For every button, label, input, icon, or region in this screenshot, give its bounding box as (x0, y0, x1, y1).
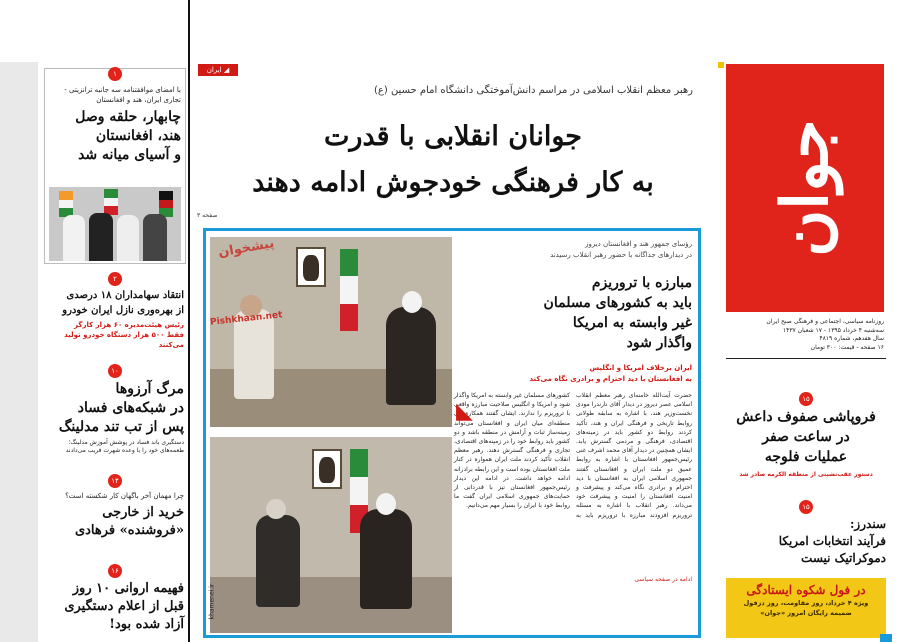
flag-icon (340, 249, 358, 331)
page-badge: ۱۵ (799, 392, 813, 406)
story-kicker: چرا مهمان آخر باگهان کار شکسته است؟ (65, 492, 184, 500)
page-badge: ۱۵ (799, 500, 813, 514)
section-tag[interactable]: ایران ◢ (198, 64, 238, 76)
logo-text: جوان (768, 119, 843, 257)
featured-story-box (203, 228, 701, 638)
photo-meeting-afghanistan (210, 437, 452, 633)
center-column (193, 0, 715, 642)
story-headline: چابهار، حلقه وصل هند، افغانستان و آسیای میانه شد (75, 109, 181, 163)
page-badge: ۱۰ (108, 364, 122, 378)
section-tag-label: ایران (206, 66, 222, 74)
continue-link[interactable]: ادامه در صفحه سیاسی (634, 576, 692, 583)
left-column (0, 0, 190, 642)
promo-headline: در فول شکوه ایستادگی (746, 583, 866, 597)
story-subhead: رئیس هیئت‌مدیره ۶۰ هزار کارگر فقط ۵۰۰ هزار دستگاه خودرو تولید می‌کنند (64, 321, 184, 349)
featured-subhead: ایران برخلاف امریکا و انگلیس به افغانستان با دید احترام و برادری نگاه می‌کند (529, 364, 692, 383)
featured-headline[interactable]: مبارزه با تروریزم باید به کشورهای مسلمان غیر وابسته به امریکا واگذار شود (543, 275, 692, 351)
flag-icon (59, 191, 73, 217)
right-story-sanders[interactable] (726, 494, 886, 567)
right-column (716, 0, 900, 642)
featured-kicker: رؤسای جمهور هند و افغانستان دیروز در دیدارهای جداگانه با حضور رهبر انقلاب رسیدند (550, 240, 692, 259)
left-story-modeling[interactable] (44, 356, 186, 462)
right-story-fallujah[interactable] (726, 392, 886, 479)
story-headline: فرآیند انتخابات امریکا دموکراتیک نیست (778, 534, 886, 565)
page-reference[interactable]: صفحه ۳ (197, 212, 218, 219)
promo-subline: ویژه ۴ خرداد، روز مقاومت، روز دزفول ضمیمه رایگان امروز «جوان» (743, 599, 869, 617)
main-kicker: رهبر معظم انقلاب اسلامی در مراسم دانش‌آموختگی دانشگاه امام حسین (ع) (374, 85, 693, 96)
story-subhead: دستور عقب‌نشینی از منطقه الکرمه صادر شد (739, 471, 873, 478)
promo-supplement[interactable] (726, 578, 886, 638)
masthead-info: روزنامه سیاسی، اجتماعی و فرهنگی صبح ایران سه‌شنبه ۴ خرداد ۱۳۹۵ - ۱۷ شعبان ۱۴۳۷ سال هفدهم، شماره ۴۸۱۹ ۱۶ صفحه - قیمت: ۳۰۰ تومان (766, 318, 884, 351)
story-headline: فهیمه اروانی ۱۰ روز قبل از اعلام دستگیری آزاد شده بود! (64, 581, 184, 632)
watermark-url[interactable]: Pishkhaan.net (209, 310, 283, 328)
left-story-arvani[interactable] (44, 556, 186, 642)
flag-icon (104, 189, 118, 215)
page-badge: ۱۶ (108, 564, 122, 578)
story-headline: مرگ آرزوها در شبکه‌های فساد پس از تب تند مدلینگ (58, 381, 184, 435)
page-badge: ۱ (108, 67, 122, 81)
main-headline[interactable]: جوانان انقلابی با قدرت به کار فرهنگی خودجوش ادامه دهند (252, 121, 654, 198)
story-kicker: با امضای موافقتنامه سه جانبه ترانزیتی - تجاری ایران، هند و افغانستان (64, 86, 181, 104)
page-badge: ۲ (108, 272, 122, 286)
portrait-frame (312, 449, 342, 489)
left-story-chabahar[interactable] (44, 68, 186, 264)
featured-body: حضرت آیت‌الله خامنه‌ای رهبر معظم انقلاب اسلامی عصر دیروز در دیدار آقای نارندرا مودی نخست‌وزیر هند، با اشاره به سابقه طولانی روابط تاریخی و فرهنگی ایران و هند، تأکید کردند روابط دو کشور باید در زمینه‌های اقتصادی، فرهنگی و مردمی گسترش یابد. ایشان همچنین در دیدار آقای محمد اشرف غنی رئیس‌جمهور افغانستان با اشاره به روابط عمیق دو ملت ایران و افغانستان گفتند جمهوری اسلامی ایران به افغانستان با دید احترام و برادری نگاه می‌کند و پیشرفت و امنیت افغانستان را امنیت و پیشرفت خود می‌داند. رهبر انقلاب با اشاره به مسئله تروریزم افزودند مبارزه با تروریزم باید به کشورهای مسلمان غیر وابسته به امریکا واگذار شود و امریکا و انگلیس صلاحیت مبارزه واقعی با تروریزم را ندارند. ایشان گفتند همکاری‌های منطقه‌ای میان ایران و افغانستان می‌تواند زمینه‌ساز ثبات و آرامش در منطقه باشد و دو کشور باید روابط خود را در زمینه‌های اقتصادی، تجاری و فرهنگی گسترش دهند. رهبر معظم انقلاب تأکید کردند ملت ایران همواره در کنار ملت افغانستان بوده است و این رابطه برادرانه ادامه خواهد داشت. در ادامه این دیدار رئیس‌جمهور افغانستان نیز با قدردانی از حمایت‌های جمهوری اسلامی ایران گفت ما روابط خود با ایران را بسیار مهم می‌دانیم. (454, 392, 692, 519)
watermark-logo: پیشخوان (217, 235, 276, 261)
left-gray-strip (0, 62, 38, 642)
corner-mark (880, 634, 892, 642)
photo-meeting-india (210, 237, 452, 427)
leaders-photo (49, 187, 181, 261)
arrow-icon: ◣ (456, 399, 473, 424)
portrait-frame (296, 247, 326, 287)
corner-mark (718, 62, 724, 68)
featured-text (454, 239, 692, 583)
page-badge: ۱۴ (108, 474, 122, 488)
story-summary: دستگیری باند فساد در پوشش آموزش مدلینگ؛ طعمه‌های خود را با وعده شهرت فریب می‌دادند (65, 439, 184, 454)
photo-credit: khamenei.ir (208, 583, 216, 620)
story-label: سندرز: (850, 517, 886, 531)
left-story-irankhodro[interactable] (44, 268, 186, 354)
story-headline: فروپاشی صفوف داعش در ساعت صفر عملیات فلوجه (736, 409, 876, 465)
story-headline: خرید از خارجی «فروشنده» فرهادی (74, 505, 184, 538)
flag-icon (159, 191, 173, 217)
story-headline: انتقاد سهامداران ۱۸ درصدی از بهره‌وری نازل ایران خودرو (62, 290, 184, 316)
masthead-logo[interactable] (726, 64, 884, 312)
left-story-forushandeh[interactable] (44, 466, 186, 554)
